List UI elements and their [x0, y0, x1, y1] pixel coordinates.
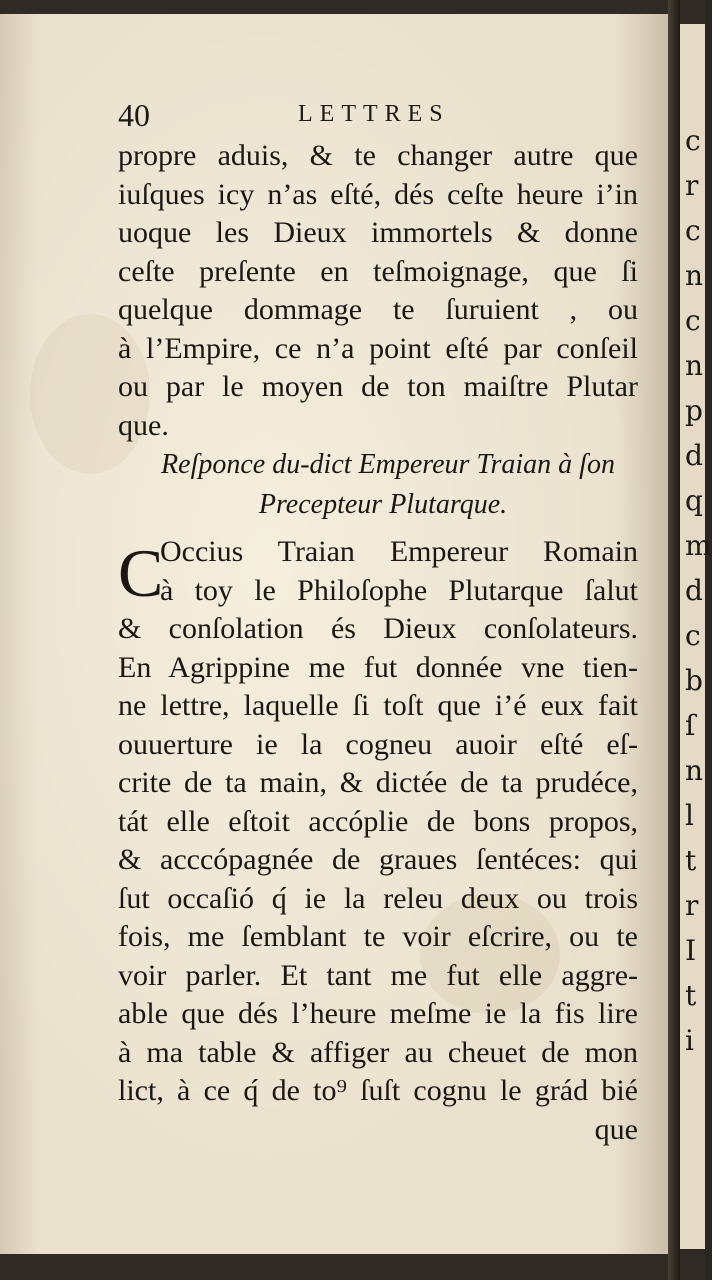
facing-page-letter: d: [685, 439, 703, 472]
text-line: Occius Traian Empereur Romain: [160, 535, 638, 568]
book-gutter: [668, 0, 680, 1280]
text-line: able que dés l’heure meſme ie la fis lire: [118, 997, 638, 1030]
text-line: quelque dommage te ſuruient , ou: [118, 293, 638, 326]
catchword: que: [594, 1112, 638, 1146]
text-line: ſut occaſió q́ ie la releu deux ou trois: [118, 881, 638, 915]
text-line: fois, me ſemblant te voir eſcrire, ou te: [118, 920, 638, 953]
facing-page-letter: n: [685, 754, 704, 787]
text-line: lict, à ce q́ de to⁹ ſuſt cognu le grád bié: [118, 1074, 638, 1107]
text-line: ceſte preſente en teſmoignage, que ſi: [118, 254, 638, 288]
text-line: tát elle eſtoit accóplie de bons propos,: [118, 804, 638, 838]
letter-title: Reſponce du-dict Empereur Traian à ſon: [161, 449, 615, 480]
facing-page-letter: c: [685, 214, 701, 247]
facing-page-letter: d: [685, 574, 703, 607]
text-line: & acccópagnée de graues ſentéces: qui: [118, 843, 638, 876]
running-head: LETTRES: [298, 101, 450, 127]
facing-page-letter: b: [685, 664, 703, 697]
page-text: [118, 137, 638, 1149]
facing-page-letter: i: [685, 1024, 694, 1057]
text-line: iuſques icy n’as eſté, dés ceſte heure i’in: [118, 177, 638, 211]
facing-page-letter: r: [685, 889, 699, 922]
text-line: propre aduis, & te changer autre que: [118, 139, 638, 172]
text-line: voir parler. Et tant me fut elle aggre-: [118, 958, 638, 992]
text-line: crite de ta main, & dictée de ta prudéce,: [118, 766, 638, 799]
facing-page-letter: t: [685, 979, 697, 1012]
facing-page-letter: n: [685, 349, 704, 382]
text-line: que.: [118, 408, 169, 442]
facing-page-letter: m: [685, 529, 712, 562]
facing-page-letter: ſ: [685, 709, 696, 742]
letter-title: Precepteur Plutarque.: [258, 489, 508, 520]
drop-cap: C: [118, 535, 164, 611]
facing-page-letter: r: [685, 169, 699, 202]
text-line: ou par le moyen de ton maiſtre Plutar: [118, 370, 638, 403]
facing-page-letter: l: [685, 799, 694, 832]
text-line: à l’Empire, ce n’a point eſté par conſeil: [118, 331, 638, 365]
text-line: ouuerture ie la cogneu auoir eſté eſ-: [118, 727, 638, 761]
facing-page-letter: q: [685, 484, 703, 517]
facing-page-letter: t: [685, 844, 697, 877]
facing-page-letter: c: [685, 124, 701, 157]
text-line: à toy le Philoſophe Plutarque ſalut: [160, 573, 638, 607]
facing-page-letter: c: [685, 304, 701, 337]
text-line: & conſolation és Dieux conſolateurs.: [118, 612, 638, 645]
page-number: 40: [118, 97, 150, 133]
text-line: uoque les Dieux immortels & donne: [118, 216, 638, 249]
facing-page-letter: c: [685, 619, 701, 652]
letter-opening: [118, 533, 638, 610]
text-line: à ma table & affiger au cheuet de mon: [118, 1035, 638, 1069]
facing-page-edge: [680, 24, 712, 1249]
text-line: ne lettre, laquelle ſi toſt que i’é eux fait: [118, 689, 638, 722]
text-line: En Agrippine me fut donnée vne tien-: [118, 650, 638, 684]
facing-page-letter: I: [685, 934, 697, 967]
facing-page-letter: n: [685, 259, 704, 292]
facing-page-letter: p: [685, 394, 703, 427]
page-header: [118, 97, 638, 137]
